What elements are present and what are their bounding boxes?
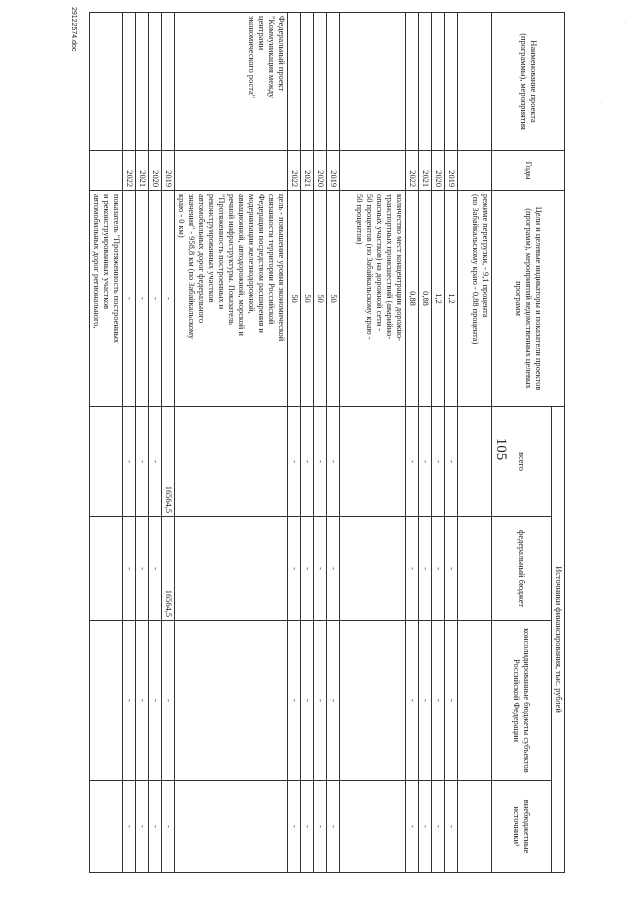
table-row: 2022 50 - - - - [288, 13, 301, 873]
table-row: 2019 1,2 - - - - [445, 13, 458, 873]
page-number: 105 [493, 437, 509, 461]
table-row: 2019 - 16564,5 16564,5 - - [162, 13, 175, 873]
header-years: Годы [492, 151, 565, 191]
header-name: Наименование проекта (программы), мероприятия [492, 13, 565, 151]
rotated-sheet [60, 7, 565, 872]
goal-text-block2: количество мест концентрации дорожно- транспортных происшествий (аварийно- опасных участков) на дорожной сети - 50 процентов (по Забайкальскому краю - 50 процентов) [340, 191, 406, 407]
header-sources: Источники финансирования, тыс. рублей [552, 407, 565, 873]
scan-mark: · [600, 100, 602, 106]
header-total: всего [492, 407, 552, 517]
scan-mark: · [624, 20, 626, 26]
goal-text-block3: цель - повышение уровня экономической связанности территории Российской Федерации посредством расширения и модернизации железнодорожной, авиационной, автодорожной, морской и речной инфраструктуры. Показатель "Протяженность построенных и реконструированных участков автомобильных дорог федерального значения" - 958,8 км (по Забайкальскому краю - 0 км) [175, 191, 288, 407]
table-row: 2022 0,88 - - - - [406, 13, 419, 873]
header-extra: внебюджетные источники¹ [492, 781, 552, 873]
header-regional: консолидированные бюджеты субъектов Российской Федерации [492, 621, 552, 781]
table-row: 2019 50 - - - - [327, 13, 340, 873]
table-row: 2022 - - - - - [123, 13, 136, 873]
document-id: 29122574.doc [70, 7, 77, 52]
goal-text-block4: показатель "Протяженность построенных и реконструированных участков автомобильных дорог регионального, [90, 191, 123, 407]
table-row: 2020 50 - - - - [314, 13, 327, 873]
table-row: 2021 - - - - - [136, 13, 149, 873]
header-federal: федеральный бюджет [492, 517, 552, 621]
table-row: 2021 0,88 - - - - [419, 13, 432, 873]
table-row: 2020 1,2 - - - - [432, 13, 445, 873]
table-row: 2020 - - - - - [149, 13, 162, 873]
header-goals: Цели и целевые индикаторы и показатели проектов (программ), мероприятий ведомственных целевых программ [492, 191, 565, 407]
table-row: 2021 50 - - - - [301, 13, 314, 873]
project-name: Федеральный проект "Коммуникация между центрами экономического роста" [175, 13, 288, 151]
goal-text-block1: режиме перегрузки, - 9,1 процента (по Забайкальскому краю - 0,88 процента) [458, 191, 492, 407]
